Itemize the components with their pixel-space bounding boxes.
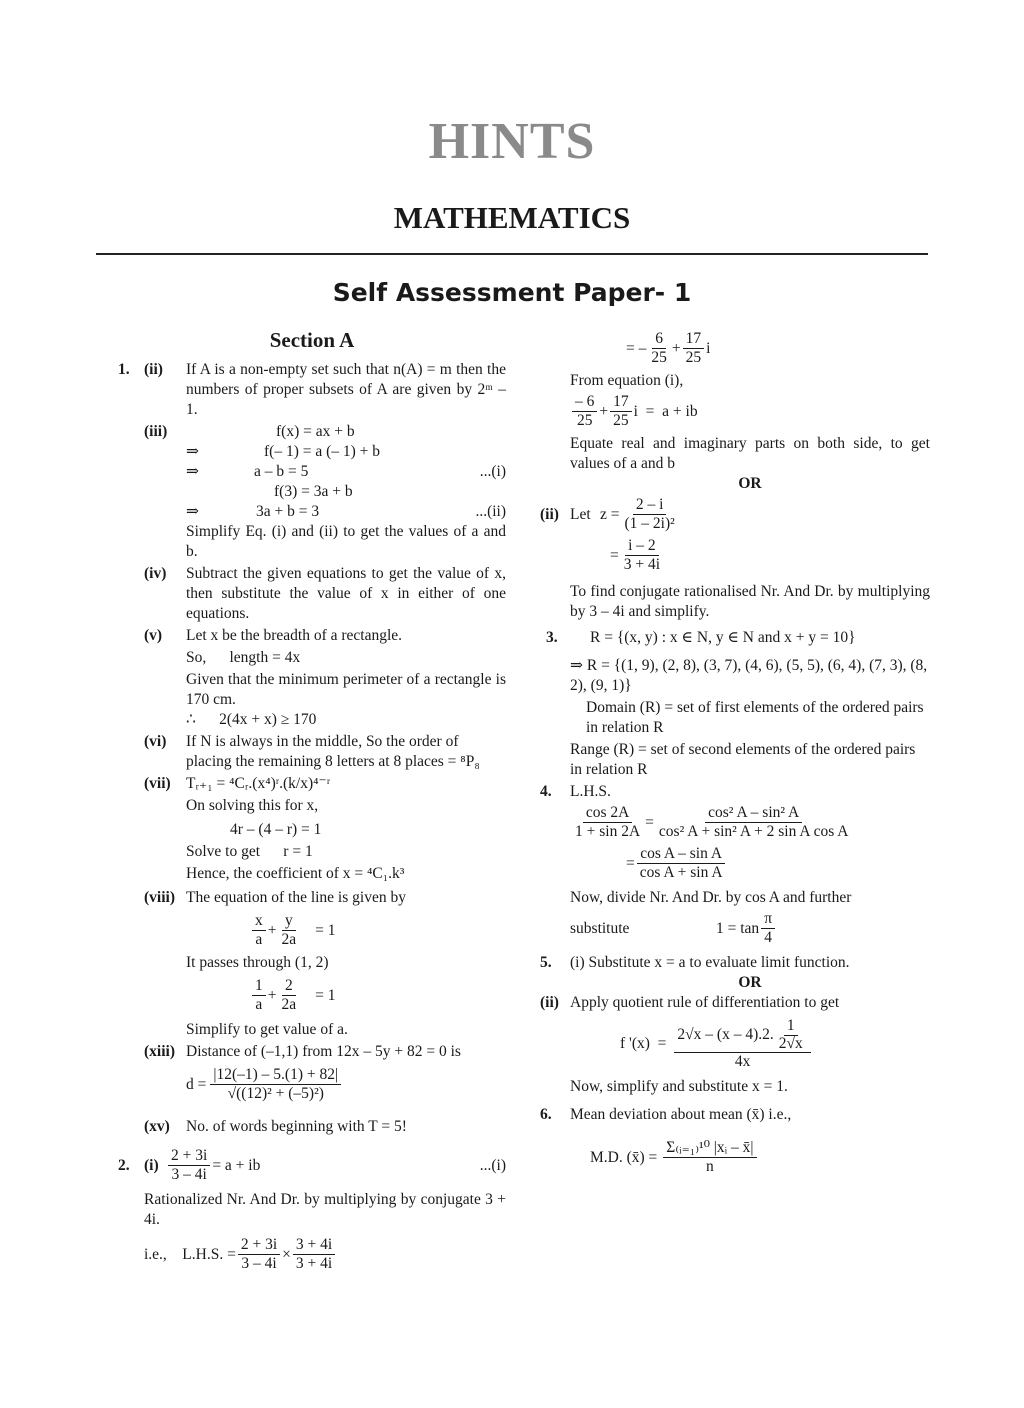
quotient-rule-equation: f '(x) = 2√x – (x – 4).2. $\frac{1}{2√x}$ 4x (570, 1017, 930, 1071)
q4: 4. L.H.S. $\frac{\cos 2A}{1 + \sin 2A}$ = $\frac{\text{cos² A – sin² A}}{\text{cos² A + sin² A + 2 sin A cos A}}$ = $\frac{\text{cos A – sin A}}{\text{cos A + sin A}}$ Now, divide Nr. And Dr. by cos A and further substitute 1 = tan $\frac{\pi}{4}$ (540, 783, 852, 946)
q1-xv: (xv) No. of words beginning with T = 5! (144, 1118, 407, 1135)
left-column (118, 330, 506, 1273)
right-column: = – $\frac{6}{25}$ + $\frac{17}{25}$ i From equation (i), $\frac{- 6}{25}$ + $\frac{17}{25}$ i = a + ib Equate real and imaginary parts on both side, to get values of a and b OR (ii) Let z = $\frac{2 - i}{\text{(1 – 2i)²}}$ = $\frac{i - 2}{3 + 4i}$ To find conjugate rationalised Nr. And Dr. by multiplying by 3 – 4i and simplify. 3. R = {(x, y) : x ∈ N, y ∈ N and x + y = 10} ⇒ R = {(1, 9), (2, 8), (3, 7), (4, 6), (5, 5), (6, 4), (7, 3), (8, 2), (9, 1)} Domain (R) = set of first elements of the ordered pairs in relation R Range (R) = set of second elements of the ordered pairs in relation R 4. L.H.S. $\frac{\cos 2A}{1 + \sin 2A}$ = $\frac{\text{cos² A – sin² A}}{\text{cos² A + sin² A + 2 sin A cos A}}$ = $\frac{\text{cos A – sin A}}{\text{cos A + sin A}}$ Now, divide Nr. And Dr. by cos A and further substitute 1 = tan $\frac{\pi}{4}$ 5. (i) Substitute x = a to evaluate limit function. OR (ii) Apply quotient rule of differentiation to get f '(x) = 2√x – (x – 4).2. $\frac{1}{2√x}$ 4x Now, simplify and substitute x = 1. 6. Mean deviation about mean (x̄) i.e., M.D. (x̄) = $\frac{\text{Σ₍ᵢ₌₁₎¹⁰ |xᵢ – x̄|}}{n}$ (540, 330, 930, 1175)
line-through-point: $\frac{1}{a}$ + $\frac{2}{2a}$ = 1 (186, 977, 506, 1014)
q1-vii: (vii) Tᵣ₊₁ = ⁴Cᵣ.(x⁴)ʳ.(k/x)⁴⁻ʳ On solving this for x, 4r – (4 – r) = 1 Solve to get r = 1 Hence, the coefficient of x = ⁴C₁.k³ (144, 775, 405, 882)
mean-deviation-formula: M.D. (x̄) = $\frac{\text{Σ₍ᵢ₌₁₎¹⁰ |xᵢ – x̄|}}{n}$ (570, 1139, 930, 1176)
equate-equation: $\frac{- 6}{25}$ + $\frac{17}{25}$ i = a + ib (540, 393, 930, 430)
q1-vi: (vi) If N is always in the middle, So the order of placing the remaining 8 letters at 8 places = ⁸P₈ (144, 733, 480, 770)
q1-v: (v) Let x be the breadth of a rectangle. So, length = 4x Given that the minimum perimeter of a rectangle is 170 cm. ∴ 2(4x + x) ≥ 170 (144, 627, 506, 728)
hints-heading: HINTS (428, 113, 596, 170)
complex-result: = – $\frac{6}{25}$ + $\frac{17}{25}$ i (626, 330, 711, 366)
q3: 3. R = {(x, y) : x ∈ N, y ∈ N and x + y = 10} ⇒ R = {(1, 9), (2, 8), (3, 7), (4, 6), (5, 5), (6, 4), (7, 3), (8, 2), (9, 1)} Domain (R) = set of first elements of the ordered pairs in relation R Range (R) = set of second elements of the ordered pairs in relation R (546, 629, 928, 778)
q5: 5. (i) Substitute x = a to evaluate limit function. OR (ii) Apply quotient rule of differentiation to get f '(x) = 2√x – (x – 4).2. $\frac{1}{2√x}$ 4x Now, simplify and substitute x = 1. (540, 953, 930, 1097)
subject-heading: MATHEMATICS (393, 200, 631, 235)
q1-iii: (iii) f(x) = ax + b ⇒ f(– 1) = a (– 1) + b ⇒ a – b = 5 ...(i) f(3) = 3a + b ⇒ 3a + b = 3 ...(ii) Simplify Eq. (i) and (ii) to get the values of a and b. (144, 423, 506, 560)
q1-ii: 1. (ii) If A is a non-empty set such that n(A) = m then the numbers of proper subsets of A are given by 2ᵐ – 1. (118, 361, 506, 418)
header-divider (96, 253, 928, 255)
paper-title: Self Assessment Paper- 1 (332, 278, 692, 307)
q1-viii: (viii) The equation of the line is given by $\frac{x}{a}$ + $\frac{y}{2a}$ = 1 It passes through (1, 2) $\frac{1}{a}$ + $\frac{2}{2a}$ = 1 Simplify to get value of a. (118, 888, 506, 1040)
q1-iv: (iv) Subtract the given equations to get the value of x, then substitute the value of x in either of one equations. (144, 565, 506, 622)
line-equation: $\frac{x}{a}$ + $\frac{y}{2a}$ = 1 (186, 912, 506, 949)
q6: 6. Mean deviation about mean (x̄) i.e., M.D. (x̄) = $\frac{\text{Σ₍ᵢ₌₁₎¹⁰ |xᵢ – x̄|}}{n}$ (540, 1105, 930, 1176)
section-heading: Section A (269, 328, 355, 352)
q2: 2. (i) $\frac{2 + 3i}{3 - 4i}$ = a + ib ...(i) Rationalized Nr. And Dr. by multiplying by conjugate 3 + 4i. i.e., L.H.S. = $\frac{2 + 3i}{3 - 4i}$ × $\frac{3 + 4i}{3 + 4i}$ (118, 1147, 506, 1272)
distance-formula: d = $\frac{|12(-1) - 5.(1) + 82|}{\text{√((12)² + (–5)²)}}$ (186, 1066, 506, 1103)
q2-ii: (ii) Let z = $\frac{2 - i}{\text{(1 – 2i)²}}$ = $\frac{i - 2}{3 + 4i}$ To find conjugate rationalised Nr. And Dr. by multiplying by 3 – 4i and simplify. (540, 496, 930, 620)
q1-xiii: (xiii) Distance of (–1,1) from 12x – 5y + 82 = 0 is d = $\frac{|12(-1) - 5.(1) + 82|}{\text{√((12)² + (–5)²)}}$ (118, 1042, 506, 1103)
